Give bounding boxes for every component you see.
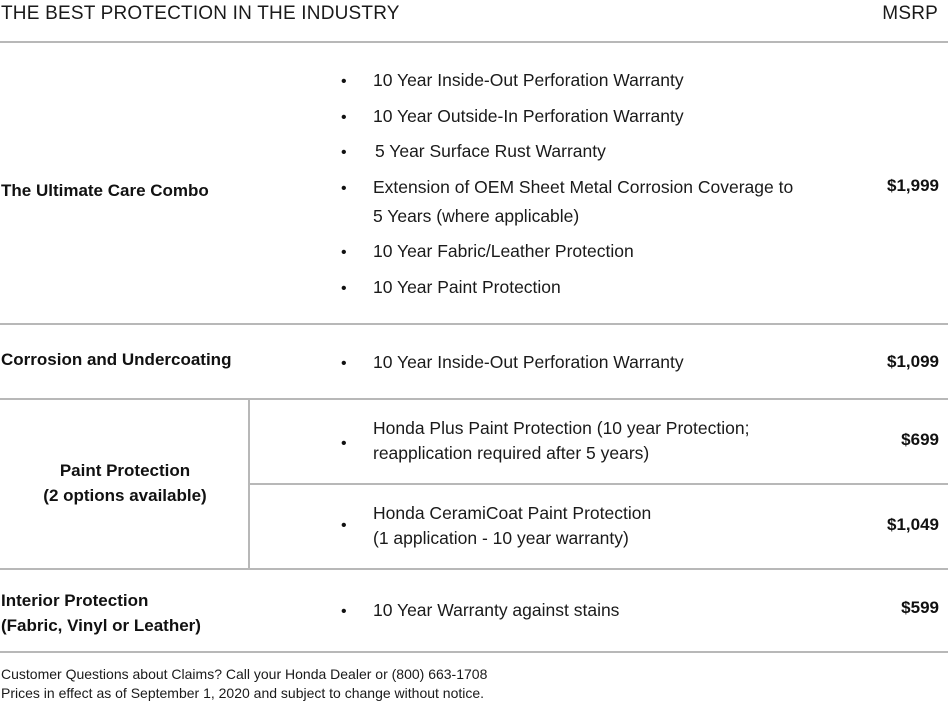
paint-option-ceramicoat (373, 501, 651, 551)
option-line: Honda CeramiCoat Paint Protection (373, 503, 652, 523)
row-divider (0, 398, 948, 400)
price-corrosion-undercoating: $1,099 (887, 352, 939, 371)
feature-item: 10 Year Inside-Out Perforation Warranty (373, 352, 684, 372)
product-name-ultimate-care-combo: The Ultimate Care Combo (1, 181, 209, 200)
option-divider (249, 483, 948, 485)
page-title: THE BEST PROTECTION IN THE INDUSTRY (1, 3, 400, 24)
msrp-column-header: MSRP (882, 3, 938, 24)
bullet-icon: • (341, 144, 347, 161)
row-divider (0, 568, 948, 570)
option-line: Honda Plus Paint Protection (10 year Protection; (373, 418, 750, 438)
price-interior-protection: $599 (901, 598, 939, 617)
price-ceramicoat: $1,049 (887, 515, 939, 534)
bullet-icon: • (341, 280, 347, 297)
bullet-icon: • (341, 109, 347, 126)
bullet-icon: • (341, 73, 347, 90)
feature-item: Extension of OEM Sheet Metal Corrosion Coverage to (373, 177, 794, 197)
paint-option-honda-plus (373, 416, 749, 466)
feature-item: 10 Year Inside-Out Perforation Warranty (373, 70, 684, 90)
bullet-icon: • (341, 435, 347, 452)
product-name-interior-protection: Interior Protection (1, 591, 149, 610)
feature-item: 10 Year Warranty against stains (373, 600, 620, 620)
bullet-icon: • (341, 355, 347, 372)
option-line: reapplication required after 5 years) (373, 443, 650, 463)
product-subtitle-interior-protection: (Fabric, Vinyl or Leather) (1, 616, 201, 635)
footer-prices-line: Prices in effect as of September 1, 2020 and subject to change without notice. (1, 685, 485, 701)
footer-claims-line: Customer Questions about Claims? Call your Honda Dealer or (800) 663-1708 (1, 666, 488, 682)
table-bottom-divider (0, 651, 948, 653)
header-divider (0, 41, 948, 43)
product-name-corrosion-undercoating: Corrosion and Undercoating (1, 350, 232, 369)
feature-item: 10 Year Outside-In Perforation Warranty (373, 106, 684, 126)
price-ultimate-care-combo: $1,999 (887, 176, 939, 195)
bullet-icon: • (341, 517, 347, 534)
feature-item: 10 Year Fabric/Leather Protection (373, 241, 634, 261)
product-subtitle-paint-protection: (2 options available) (43, 486, 207, 505)
product-name-paint-protection: Paint Protection (59, 461, 191, 480)
bullet-icon: • (341, 603, 347, 620)
row-divider (0, 323, 948, 325)
feature-item: 10 Year Paint Protection (373, 277, 561, 297)
bullet-icon: • (341, 180, 347, 197)
bullet-icon: • (341, 244, 347, 261)
feature-item: 5 Year Surface Rust Warranty (375, 141, 606, 161)
option-line: (1 application - 10 year warranty) (373, 528, 629, 548)
price-honda-plus: $699 (901, 430, 939, 449)
feature-item-continued: 5 Years (where applicable) (373, 206, 580, 226)
